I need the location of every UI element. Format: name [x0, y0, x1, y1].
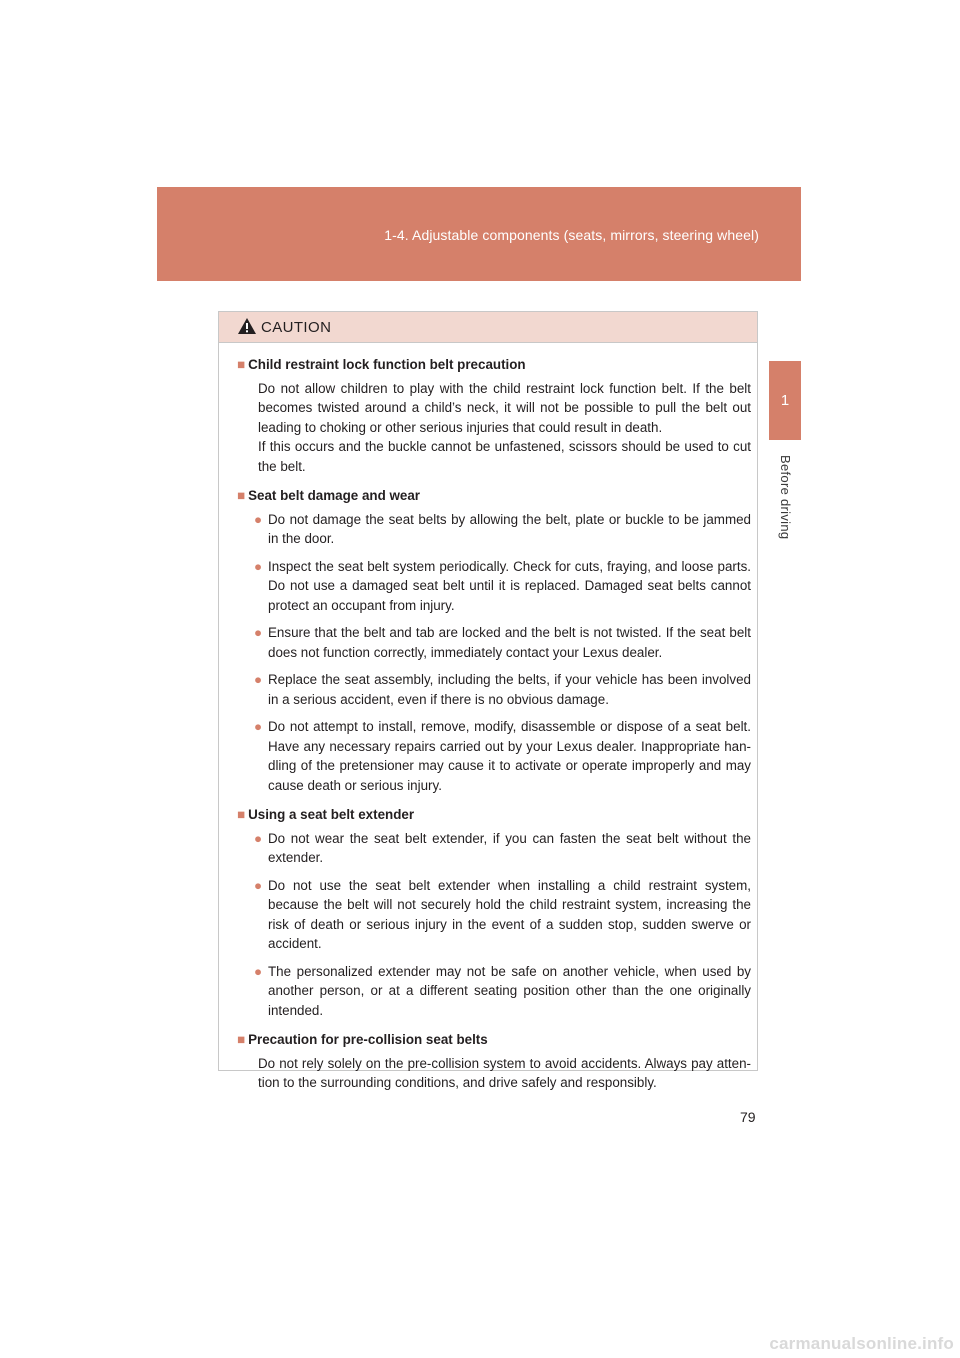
square-bullet-icon: ■: [237, 357, 246, 372]
square-bullet-icon: ■: [237, 807, 246, 822]
list-item: ● Do not wear the seat belt extender, if you can fasten the seat belt without the extender.: [254, 830, 751, 865]
section-heading: Child restraint lock function belt precaution: [248, 357, 526, 372]
chapter-header-band: [157, 187, 801, 281]
section-heading: Seat belt damage and wear: [248, 488, 421, 503]
warning-triangle-icon: [237, 317, 257, 335]
section-title: 1-4. Adjustable components (seats, mirrors, steering wheel): [384, 227, 759, 243]
circle-bullet-icon: ●: [254, 830, 263, 846]
circle-bullet-icon: ●: [254, 719, 263, 734]
caution-body: [219, 343, 757, 1093]
circle-bullet-icon: ●: [254, 625, 263, 640]
list-item: ● Ensure that the belt and tab are locked and the belt is not twisted. If the seat belt does not function correctly, immediately contact your Lexus dealer.: [254, 625, 751, 660]
chapter-tab: [769, 361, 801, 440]
list-item: ● Do not attempt to install, remove, modify, disassemble or dispose of a seat belt. Have any necessary repairs carried out by your Lexus dealer. Inappropriate han- dling of the pretensioner may cause it to activate or operate improperly and may cause death or serious injury.: [254, 719, 751, 793]
section-seat-belt-damage: [237, 486, 751, 795]
section-seat-belt-extender: [237, 805, 751, 1020]
list-item: ● Do not use the seat belt extender when installing a child restraint system, because the belt will not securely hold the child restraint system, increasing the risk of death or serious injury in the event of a sudden stop, sudden swerve or accident.: [254, 877, 751, 951]
section-heading: Precaution for pre-collision seat belts: [248, 1032, 488, 1047]
circle-bullet-icon: ●: [254, 672, 263, 687]
list-item: ● Replace the seat assembly, including the belts, if your vehicle has been involved in a serious accident, even if there is no obvious damage.: [254, 672, 751, 707]
watermark: carmanualsonline.info: [769, 1334, 954, 1353]
chapter-number: 1: [780, 392, 790, 409]
page-number: 79: [740, 1109, 756, 1125]
caution-title: CAUTION: [261, 319, 332, 336]
caution-header: [219, 312, 757, 343]
section-pre-collision: [237, 1030, 751, 1093]
chapter-label: Before driving: [778, 455, 793, 540]
list-item: ● Inspect the seat belt system periodically. Check for cuts, fraying, and loose parts. Do not use a damaged seat belt until it is replaced. Damaged seat belts cannot protect an occupant from injury.: [254, 558, 751, 613]
circle-bullet-icon: ●: [254, 963, 263, 979]
section-heading: Using a seat belt extender: [248, 807, 415, 822]
paragraph: Do not rely solely on the pre-collision system to avoid accidents. Always pay atten- tion to the surrounding conditions, and drive safely and responsibly.: [258, 1055, 751, 1090]
circle-bullet-icon: ●: [254, 558, 263, 574]
caution-box: [218, 311, 758, 1090]
paragraph: Do not allow children to play with the child restraint lock function belt. If the belt becomes twisted around a child’s neck, it will not be possible to pull the belt out leading to choking or other serious injuries that could result in death.: [258, 380, 751, 435]
section-child-restraint: [237, 355, 751, 476]
paragraph: If this occurs and the buckle cannot be unfastened, scissors should be used to cut the belt.: [258, 439, 751, 474]
list-item: ● Do not damage the seat belts by allowing the belt, plate or buckle to be jammed in the door.: [254, 511, 751, 546]
circle-bullet-icon: ●: [254, 511, 263, 527]
circle-bullet-icon: ●: [254, 877, 263, 893]
square-bullet-icon: ■: [237, 488, 246, 503]
list-item: ● The personalized extender may not be safe on another vehicle, when used by another person, or at a different seating position other than the one originally intended.: [254, 963, 751, 1018]
square-bullet-icon: ■: [237, 1032, 246, 1047]
